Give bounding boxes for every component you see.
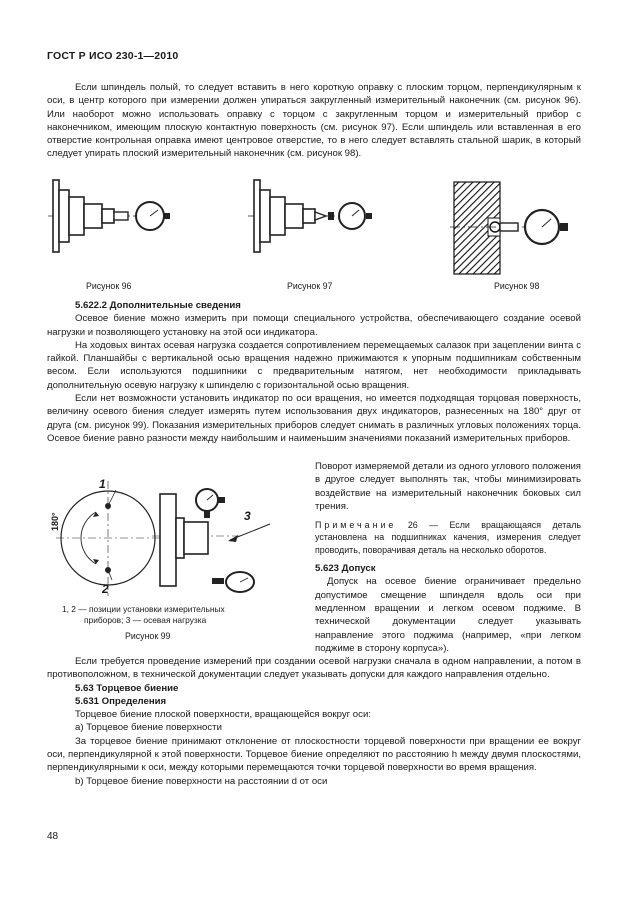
section-5622-2-paragraph-2: На ходовых винтах осевая нагрузка создается сопротивлением перемещаемых салазок при зацеплении винта с гайкой. Планшайбы с вертикальной осью вращения надежно прижимаются к упорным подшипникам собственным весом. Если используются подшипники с предварительным натягом, нет необходимости прикладывать дополнительную осевую нагрузку к шпинделю с горизонтальной осью вращения.: [47, 339, 581, 391]
page-number: 48: [47, 831, 59, 842]
intro-paragraph: [47, 81, 581, 161]
intro-text: Если шпиндель полый, то следует вставить в него короткую оправку с плоским торцом, перпендикулярным к оси, в центр которого при измерении должен упираться закругленный измерительный наконечник (см. рисунок 96). Или наоборот можно использовать оправку с торцом с закругленным торцом и измерительный прибор с наконечником, имеющим плоскую контактную поверхность (см. рисунок 97). Если шпиндель или вставленная в его отверстие контрольная оправка имеют центровое отверстие, то в него следует вставлять стальной шарик, в который следует упирать плоский измерительный наконечник (см. рисунок 98).: [47, 82, 581, 160]
section-5622-2-paragraph-1: Осевое биение можно измерить при помощи специального устройства, обеспечивающего создание осевой нагрузки и позволяющего установку на этой оси индикатора.: [47, 313, 581, 338]
section-5622-2: [47, 299, 581, 445]
figure-96-caption: Рисунок 96: [86, 281, 132, 291]
right-column-paragraph: Поворот измеряемой детали из одного углового положения в другое следует выполнять так, чтобы минимизировать воздействие на измерительный наконечник боковых сил трения.: [315, 461, 582, 512]
section-563-paragraph-2: За торцевое биение принимают отклонение от плоскостности торцевой поверхности при вращении ее вокруг оси, перпендикулярной к этой поверхности. Торцевое биение определяют по расстоянию h между двумя плоскостями, перпендикулярными к оси, между которыми перемещаются точки торцевой поверхности во время вращения.: [47, 735, 581, 774]
section-5623-text: Допуск на осевое биение ограничивает предельно допустимое смещение шпинделя вдоль оси при медленном вращении и легком осевом поджиме. В технической документации следует указывать направление этого поджима (например, «при легком поджиме в сторону корпуса»).: [315, 576, 581, 654]
note-text: 26 — Если вращающаяся деталь установлена на подшипниках качения, измерения следует проводить, поворачивая деталь на несколько оборотов.: [315, 520, 582, 555]
figure-99-angle: 180°: [50, 512, 60, 531]
section-5622-2-paragraph-3: Если нет возможности установить индикатор по оси вращения, но имеется подходящая торцовая поверхность, величину осевого биения следует измерять путем использования двух индикаторов, разнесенных на 180° друг от друга (см. рисунок 99). Показания измерительных приборов следует снимать в различных угловых положениях торца. Осевое биение равно разности между наибольшим и наименьшим значениями показаний измерительных приборов.: [47, 393, 581, 444]
right-column: [315, 460, 581, 655]
section-5622-2-heading: 5.622.2 Дополнительные сведения: [75, 300, 241, 311]
section-563-item-b: b) Торцевое биение поверхности на расстоянии d от оси: [75, 775, 328, 787]
section-563-heading: 5.63 Торцевое биение: [75, 682, 179, 694]
figure-97-drawing: [240, 172, 390, 272]
after-figure-paragraph: Если требуется проведение измерений при создании осевой нагрузки сначала в одном направлении, а потом в противоположном, в технической документации следует указывать допуски для каждого направления отдельно.: [47, 656, 581, 681]
figure-99-caption: Рисунок 99: [125, 631, 171, 641]
figure-96-drawing: [40, 172, 190, 272]
figure-99-drawing: [52, 466, 272, 606]
figure-99-label-3: 3: [244, 509, 251, 523]
section-5631-heading: 5.631 Определения: [75, 695, 167, 707]
note-26: [315, 519, 581, 556]
section-563-item-a: а) Торцевое биение поверхности: [75, 722, 222, 734]
figure-97-caption: Рисунок 97: [287, 281, 333, 291]
figure-99-label-2: 2: [102, 582, 109, 596]
section-5623-heading: 5.623 Допуск: [315, 563, 376, 575]
page-header-title: ГОСТ Р ИСО 230-1—2010: [47, 50, 179, 62]
figure-98-caption: Рисунок 98: [494, 281, 540, 291]
section-563-paragraph-1: Торцевое биение плоской поверхности, вращающейся вокруг оси:: [75, 709, 371, 721]
figure-99-legend-line-1: 1, 2 — позиции установки измерительных: [62, 604, 225, 614]
intro-section: [47, 81, 581, 161]
figure-99-label-1: 1: [99, 477, 106, 491]
figure-99-legend-line-2: приборов; 3 — осевая нагрузка: [84, 615, 207, 625]
note-label: Примечание: [315, 520, 397, 531]
figure-98-drawing: [448, 178, 598, 278]
after-figure-section: [47, 655, 581, 788]
